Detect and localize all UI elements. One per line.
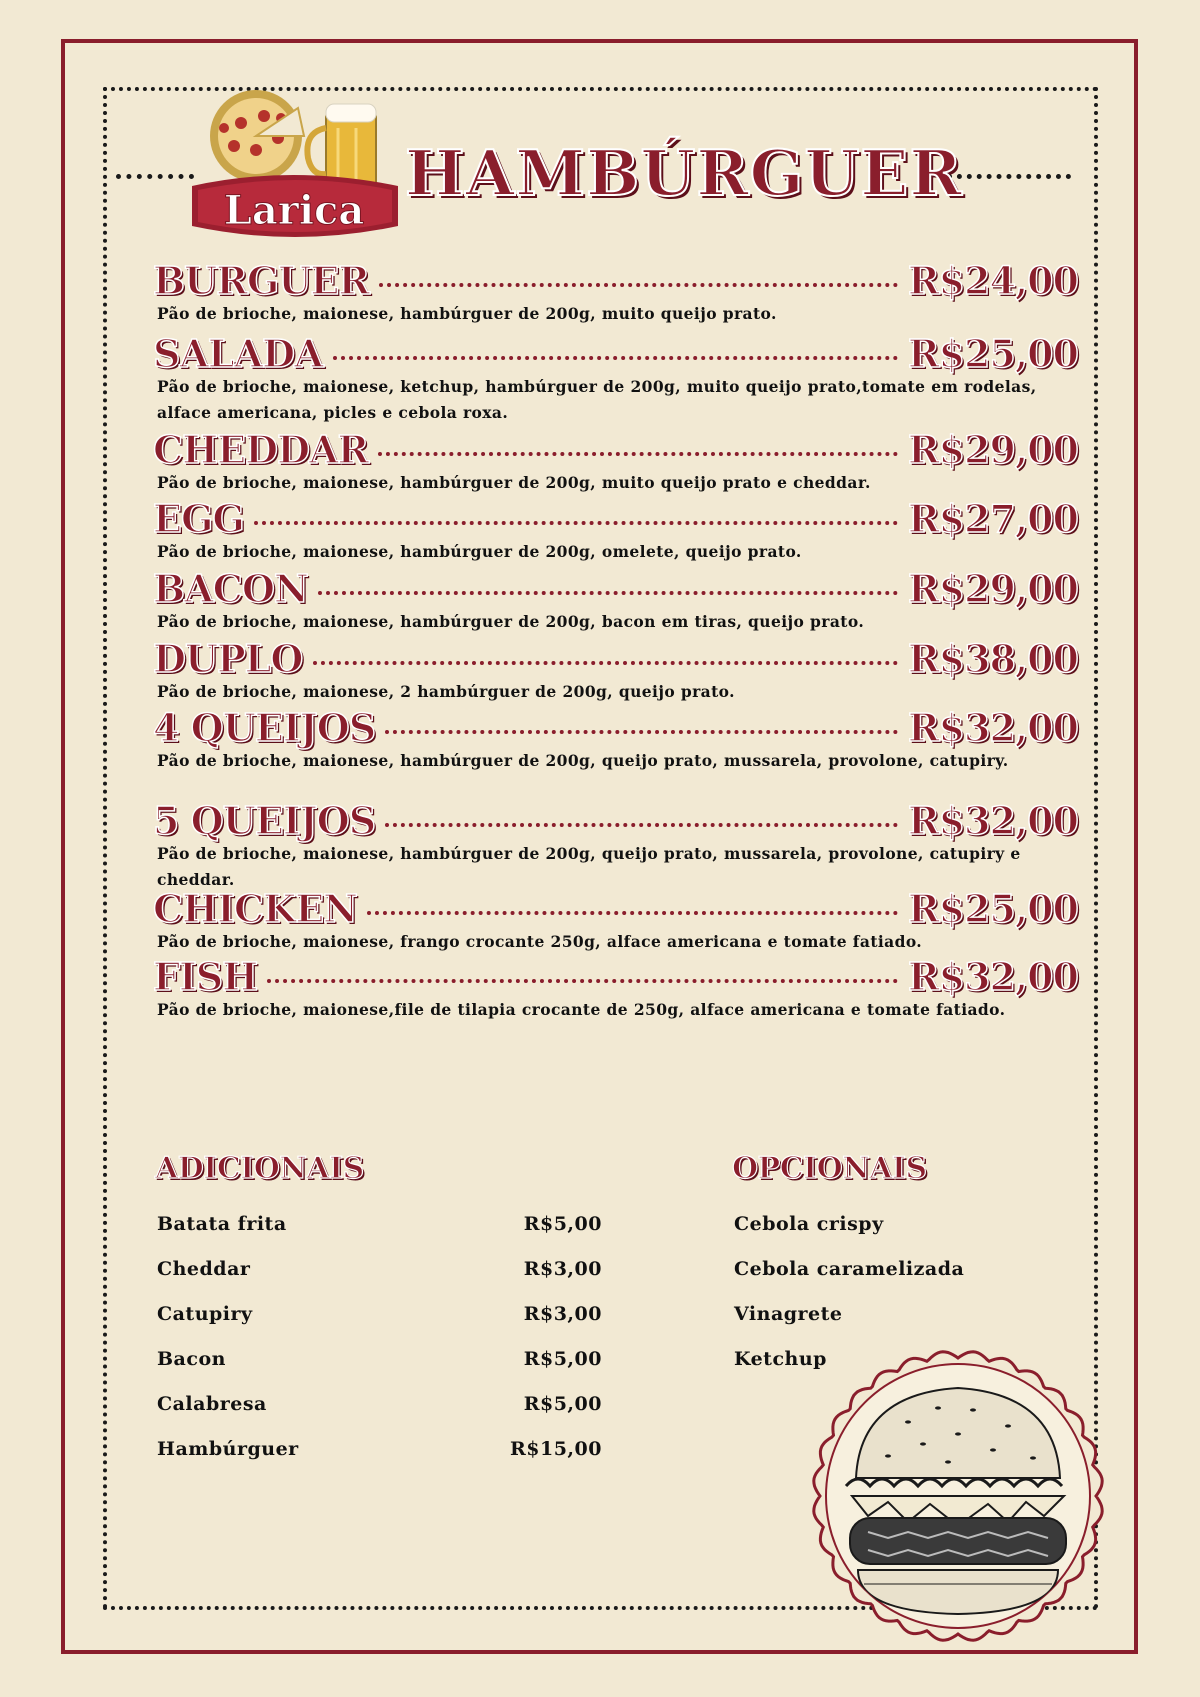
adicional-name: Batata frita [157, 1213, 287, 1235]
menu-item [153, 330, 1078, 426]
menu-item [153, 953, 1078, 1023]
adicionais-list [157, 1213, 602, 1483]
menu-item-header [153, 257, 1078, 305]
item-price: R$29,00 [907, 427, 1078, 472]
menu-item [153, 495, 1078, 565]
adicional-name: Bacon [157, 1348, 226, 1370]
adicional-price: R$5,00 [523, 1393, 602, 1415]
adicional-price: R$3,00 [523, 1303, 602, 1325]
item-leader-dots [385, 730, 898, 734]
adicional-row [157, 1393, 602, 1438]
item-name: 4 QUEIJOS [153, 705, 376, 750]
item-price: R$29,00 [907, 566, 1078, 611]
item-name: FISH [153, 954, 258, 999]
menu-item [153, 565, 1078, 635]
menu-item-header [153, 565, 1078, 613]
menu-item [153, 635, 1078, 705]
item-price: R$32,00 [907, 954, 1078, 999]
item-leader-dots [379, 283, 898, 287]
item-name: SALADA [153, 331, 323, 376]
menu-item-header [153, 704, 1078, 752]
item-description: Pão de brioche, maionese, hambúrguer de 200g, muito queijo prato. [157, 304, 777, 323]
item-name: 5 QUEIJOS [153, 798, 376, 843]
adicional-row [157, 1348, 602, 1393]
item-description: Pão de brioche, maionese, hambúrguer de 200g, queijo prato, mussarela, provolone, catupiry e cheddar. [157, 844, 1021, 889]
pizza-beer-logo [186, 88, 408, 244]
item-description: Pão de brioche, maionese, hambúrguer de 200g, muito queijo prato e cheddar. [157, 473, 871, 492]
menu-item [153, 426, 1078, 496]
adicional-row [157, 1438, 602, 1483]
item-leader-dots [333, 356, 898, 360]
item-price: R$25,00 [907, 886, 1078, 931]
item-price: R$25,00 [907, 331, 1078, 376]
adicional-price: R$3,00 [523, 1258, 602, 1280]
menu-item-header [153, 797, 1078, 845]
item-leader-dots [313, 661, 898, 665]
menu-item-header [153, 426, 1078, 474]
item-name: BACON [153, 566, 308, 611]
adicional-name: Hambúrguer [157, 1438, 299, 1460]
menu-item [153, 797, 1078, 893]
item-name: CHEDDAR [153, 427, 369, 472]
item-name: DUPLO [153, 636, 303, 681]
item-price: R$27,00 [907, 496, 1078, 541]
item-description: Pão de brioche, maionese, frango crocante 250g, alface americana e tomate fatiado. [157, 932, 923, 951]
item-description: Pão de brioche, maionese,file de tilapia crocante de 250g, alface americana e tomate fatiado. [157, 1000, 1006, 1019]
opcional-row [734, 1303, 1034, 1348]
item-leader-dots [318, 591, 898, 595]
menu-item [153, 704, 1078, 774]
adicional-price: R$5,00 [523, 1213, 602, 1235]
item-description: Pão de brioche, maionese, hambúrguer de 200g, queijo prato, mussarela, provolone, catupiry. [157, 751, 1009, 770]
adicional-name: Calabresa [157, 1393, 267, 1415]
item-name: BURGUER [153, 258, 369, 303]
opcional-name: Ketchup [734, 1348, 827, 1370]
item-price: R$38,00 [907, 636, 1078, 681]
item-name: EGG [153, 496, 244, 541]
item-leader-dots [385, 823, 898, 827]
item-leader-dots [378, 452, 898, 456]
item-name: CHICKEN [153, 886, 357, 931]
opcional-name: Vinagrete [734, 1303, 843, 1325]
opcional-row [734, 1258, 1034, 1303]
burger-illustration-icon [808, 1346, 1108, 1646]
header-dotted-line-left [116, 174, 194, 179]
item-price: R$32,00 [907, 798, 1078, 843]
adicionais-title: ADICIONAIS [155, 1151, 364, 1186]
item-price: R$24,00 [907, 258, 1078, 303]
adicional-name: Catupiry [157, 1303, 253, 1325]
item-price: R$32,00 [907, 705, 1078, 750]
menu-item-header [153, 635, 1078, 683]
adicional-price: R$5,00 [523, 1348, 602, 1370]
header-dotted-line-right [947, 174, 1071, 179]
adicional-row [157, 1258, 602, 1303]
item-description: Pão de brioche, maionese, hambúrguer de 200g, omelete, queijo prato. [157, 542, 802, 561]
item-description: Pão de brioche, maionese, ketchup, hambúrguer de 200g, muito queijo prato,tomate em rodelas, alface americana, picles e cebola roxa. [157, 377, 1037, 422]
item-leader-dots [367, 911, 898, 915]
adicional-name: Cheddar [157, 1258, 251, 1280]
opcional-name: Cebola crispy [734, 1213, 884, 1235]
opcional-name: Cebola caramelizada [734, 1258, 965, 1280]
menu-item-header [153, 885, 1078, 933]
menu-item-header [153, 495, 1078, 543]
adicional-row [157, 1303, 602, 1348]
menu-item-header [153, 953, 1078, 1001]
opcional-row [734, 1213, 1034, 1258]
page-title: HAMBÚRGUER [405, 136, 963, 210]
item-leader-dots [267, 979, 898, 983]
opcionais-title: OPCIONAIS [732, 1151, 927, 1186]
menu-item [153, 257, 1078, 327]
item-description: Pão de brioche, maionese, 2 hambúrguer de 200g, queijo prato. [157, 682, 735, 701]
adicional-price: R$15,00 [509, 1438, 602, 1460]
menu-item-header [153, 330, 1078, 378]
adicional-row [157, 1213, 602, 1258]
menu-item [153, 885, 1078, 955]
logo-text: Larica [223, 187, 365, 234]
item-description: Pão de brioche, maionese, hambúrguer de 200g, bacon em tiras, queijo prato. [157, 612, 865, 631]
item-leader-dots [254, 521, 898, 525]
